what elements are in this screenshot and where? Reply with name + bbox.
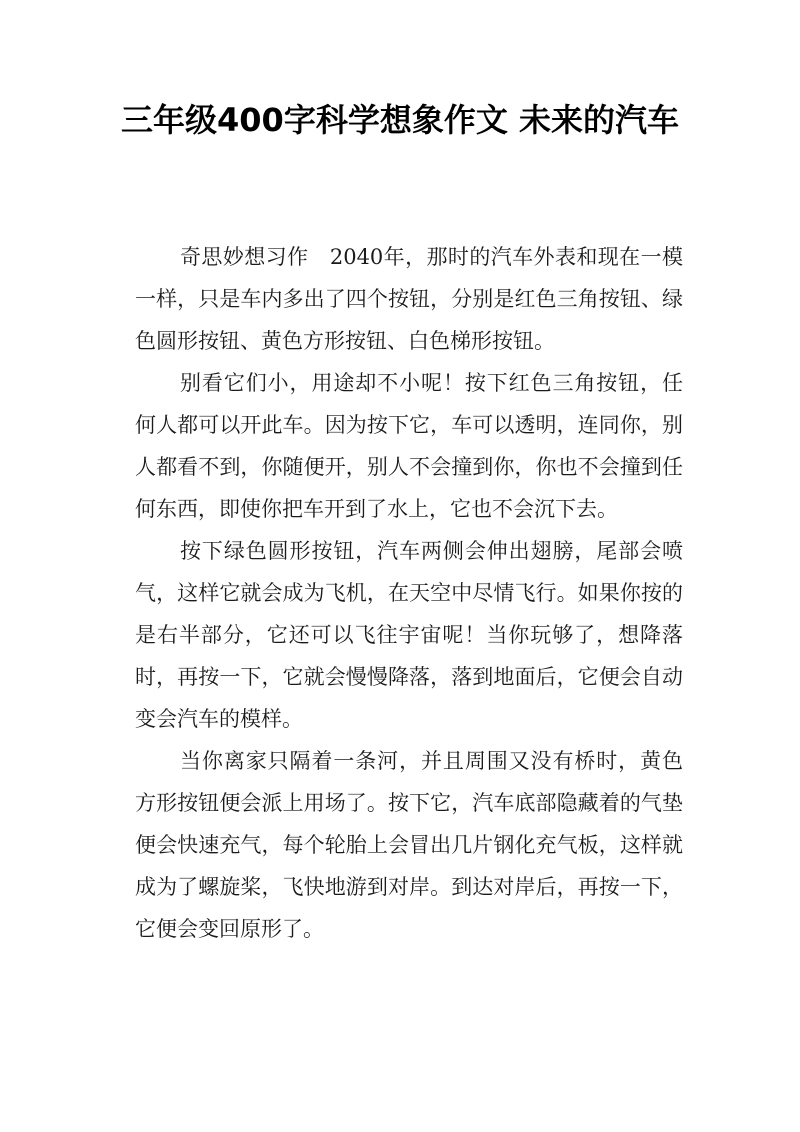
page-title: 三年级400字科学想象作文 未来的汽车 xyxy=(121,101,679,139)
paragraph-intro: 奇思妙想习作 2040年，那时的汽车外表和现在一模一样，只是车内多出了四个按钮，分别是红色三角按钮、绿色圆形按钮、黄色方形按钮、白色梯形按钮。 xyxy=(135,245,683,353)
paragraph-yellow-button: 当你离家只隔着一条河，并且周围又没有桥时，黄色方形按钮便会派上用场了。按下它，汽车底部隐藏着的气垫便会快速充气，每个轮胎上会冒出几片钢化充气板，这样就成为了螺旋桨，飞快地游到对岸。到达对岸后，再按一下，它便会变回原形了。 xyxy=(135,749,683,941)
essay-body xyxy=(135,236,683,950)
paragraph-red-button: 别看它们小，用途却不小呢！按下红色三角按钮，任何人都可以开此车。因为按下它，车可以透明，连同你，别人都看不到，你随便开，别人不会撞到你，你也不会撞到任何东西，即使你把车开到了水上，它也不会沉下去。 xyxy=(135,371,683,521)
paragraph-green-button: 按下绿色圆形按钮，汽车两侧会伸出翅膀，尾部会喷气，这样它就会成为飞机，在天空中尽情飞行。如果你按的是右半部分，它还可以飞往宇宙呢！当你玩够了，想降落时，再按一下，它就会慢慢降落，落到地面后，它便会自动变会汽车的模样。 xyxy=(135,539,683,731)
